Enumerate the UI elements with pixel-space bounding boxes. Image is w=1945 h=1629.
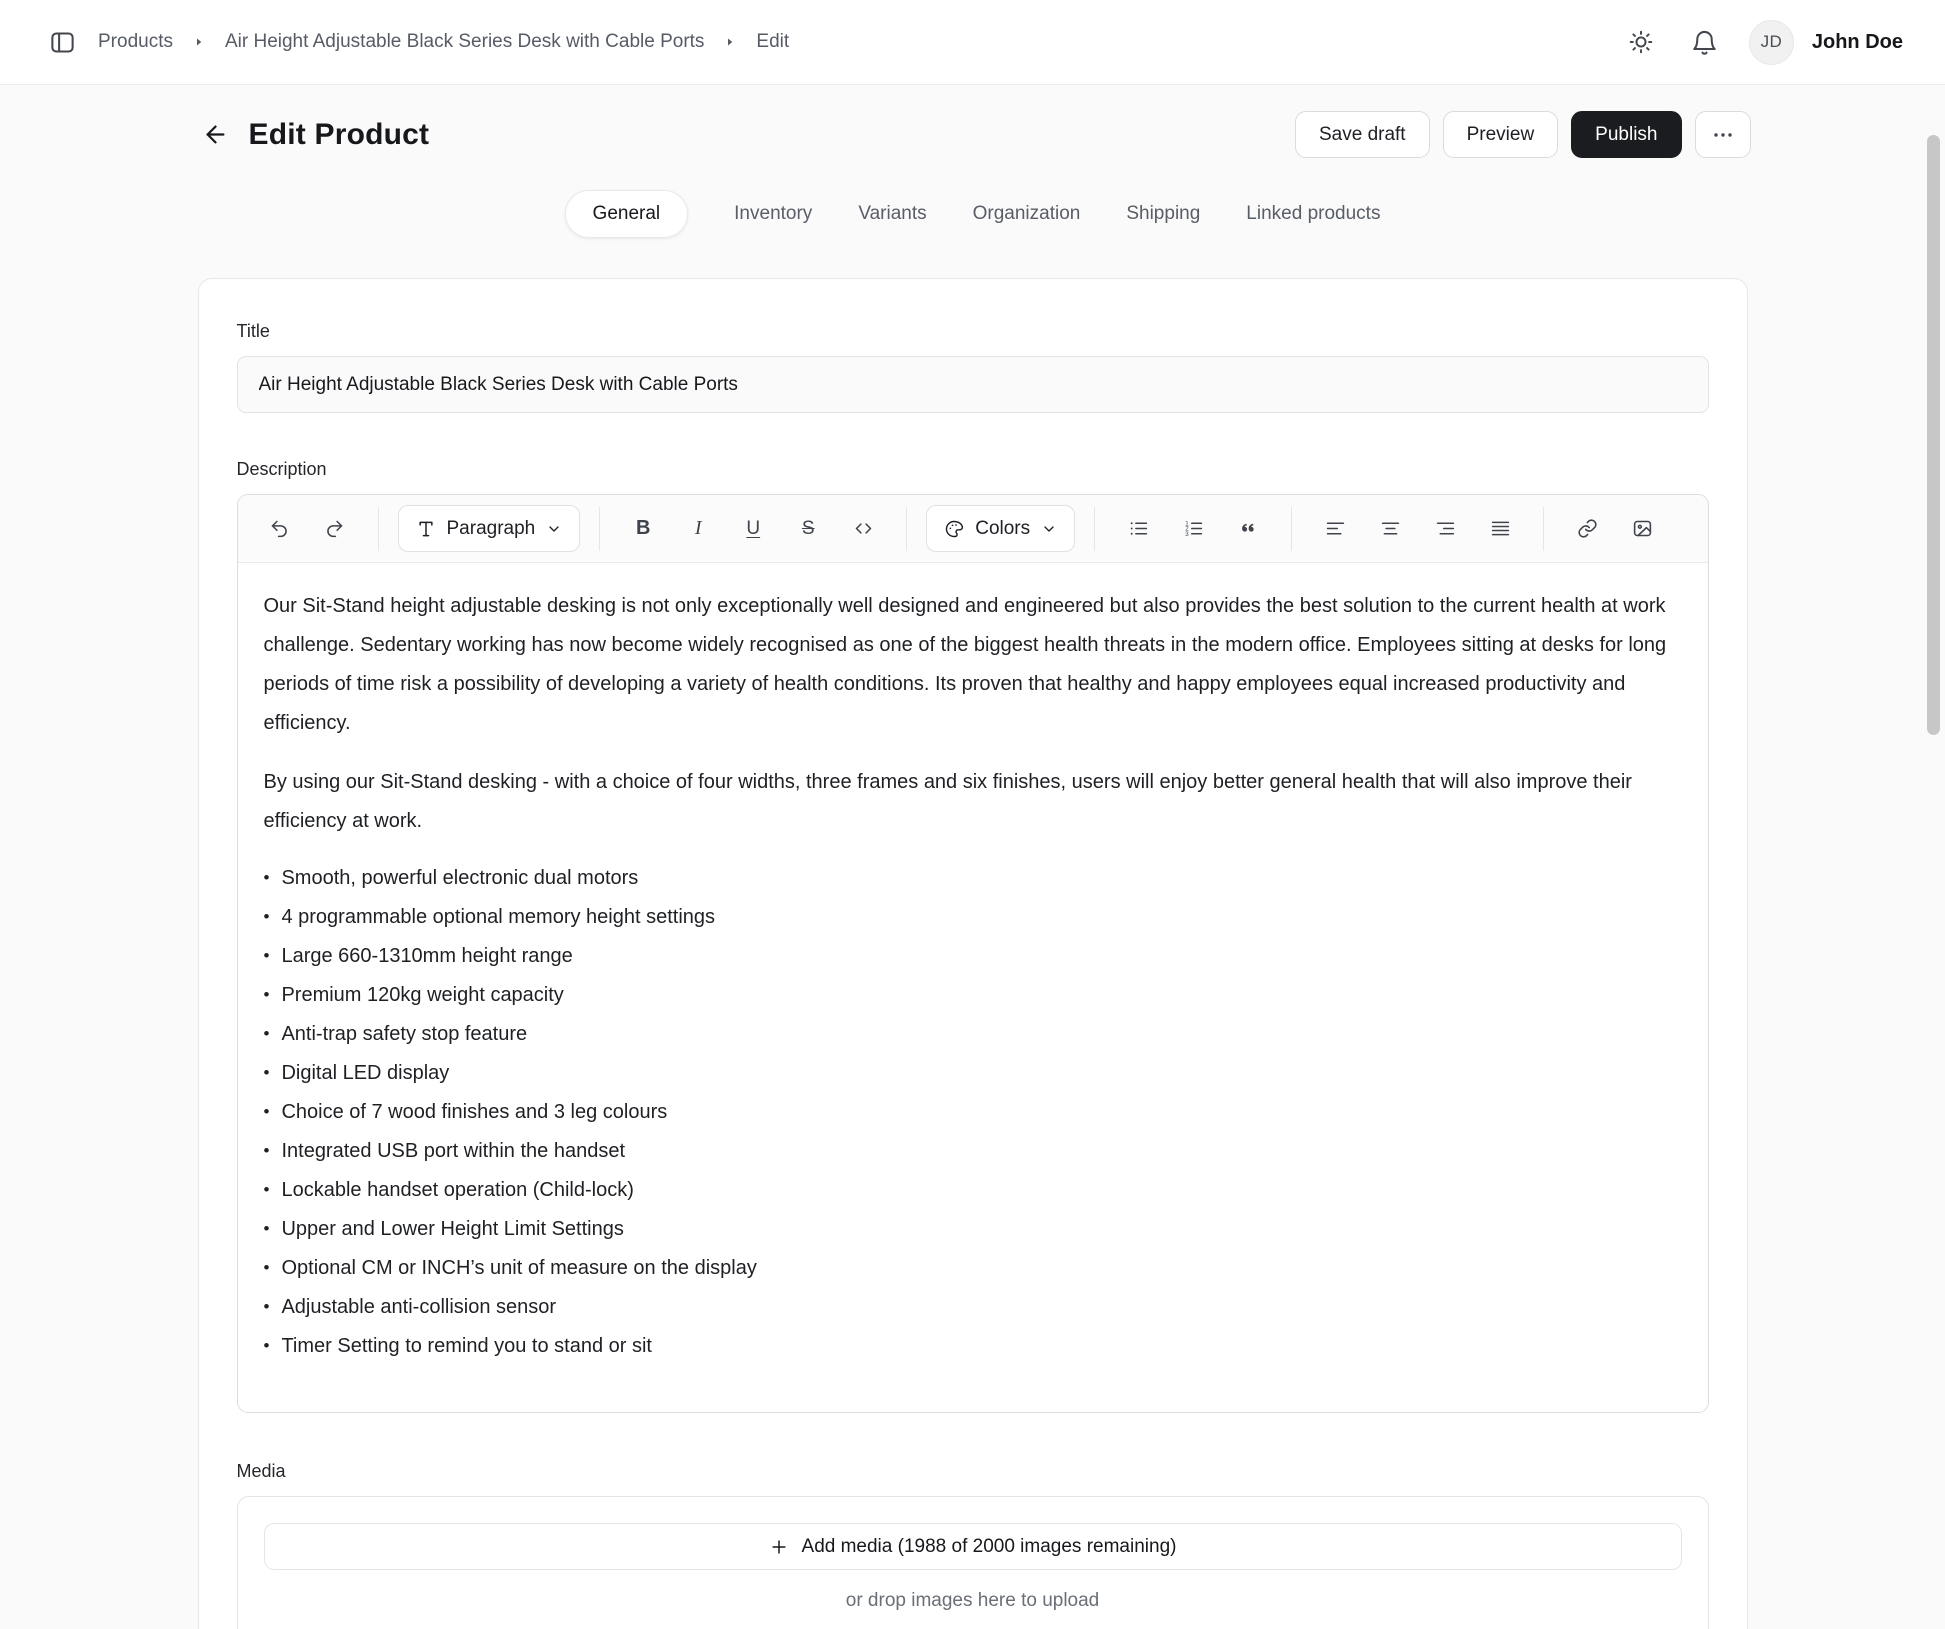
tab-shipping[interactable]: Shipping — [1126, 203, 1201, 224]
paragraph-style-label: Paragraph — [446, 517, 536, 539]
tab-variants[interactable]: Variants — [858, 203, 927, 224]
bullet-list-button[interactable] — [1114, 506, 1162, 552]
tab-inventory[interactable]: Inventory — [734, 203, 813, 224]
chevron-down-icon — [546, 521, 562, 537]
toolbar-divider — [378, 507, 379, 551]
align-left-button[interactable] — [1311, 506, 1359, 552]
title-field-group — [237, 321, 1709, 413]
undo-button[interactable] — [256, 506, 304, 552]
tab-bar — [0, 190, 1945, 238]
list-item: • Timer Setting to remind you to stand or sit — [264, 1327, 1682, 1366]
toolbar-divider — [906, 507, 907, 551]
notifications-button[interactable] — [1685, 22, 1725, 62]
paragraph-style-dropdown[interactable] — [398, 505, 581, 552]
topbar — [0, 0, 1945, 85]
breadcrumb-edit: Edit — [756, 31, 790, 52]
plus-icon — [769, 1537, 789, 1557]
list-item: • Digital LED display — [264, 1054, 1682, 1093]
list-item: • Large 660-1310mm height range — [264, 937, 1682, 976]
code-icon — [853, 518, 874, 539]
ordered-list-button[interactable] — [1169, 506, 1217, 552]
insert-image-button[interactable] — [1618, 506, 1666, 552]
arrow-left-icon — [202, 121, 229, 148]
redo-button[interactable] — [311, 506, 359, 552]
svg-text:2: 2 — [1184, 525, 1189, 533]
chevron-right-icon — [193, 36, 205, 48]
list-item: • 4 programmable optional memory height settings — [264, 898, 1682, 937]
toolbar-divider — [599, 507, 600, 551]
link-icon — [1577, 518, 1598, 539]
sun-icon — [1628, 29, 1654, 55]
drop-images-hint: or drop images here to upload — [845, 1590, 1100, 1611]
avatar[interactable]: JD — [1749, 20, 1794, 65]
code-button[interactable] — [839, 506, 887, 552]
align-left-icon — [1325, 518, 1346, 539]
breadcrumb — [98, 31, 789, 53]
description-label: Description — [236, 459, 327, 479]
strikethrough-button[interactable] — [784, 506, 832, 552]
strikethrough-icon: S — [801, 517, 815, 539]
add-media-label: Add media (1988 of 2000 images remaining) — [801, 1535, 1177, 1557]
media-field-group — [237, 1461, 1709, 1629]
rich-text-editor — [237, 494, 1709, 1413]
chevron-right-icon — [724, 36, 736, 48]
media-dropzone[interactable] — [237, 1496, 1709, 1629]
tab-general[interactable]: General — [565, 190, 689, 238]
topbar-right — [1621, 20, 1903, 65]
tab-organization[interactable]: Organization — [972, 203, 1081, 224]
sidebar-toggle-button[interactable] — [42, 22, 82, 62]
header-actions — [1295, 111, 1751, 158]
align-justify-icon — [1490, 518, 1511, 539]
description-bullet-list — [264, 859, 1682, 1366]
product-form-card — [198, 278, 1748, 1629]
publish-button[interactable]: Publish — [1571, 111, 1681, 158]
bell-icon — [1691, 29, 1718, 56]
image-icon — [1632, 518, 1653, 539]
page-header — [195, 111, 1751, 158]
preview-button[interactable]: Preview — [1443, 111, 1559, 158]
user-name: John Doe — [1811, 30, 1903, 53]
description-field-group — [237, 459, 1709, 1413]
ellipsis-icon — [1711, 123, 1735, 147]
list-item: • Choice of 7 wood finishes and 3 leg colours — [264, 1093, 1682, 1132]
toolbar-divider — [1291, 507, 1292, 551]
list-item: • Smooth, powerful electronic dual motors — [264, 859, 1682, 898]
media-label: Media — [236, 1461, 286, 1481]
list-item: • Premium 120kg weight capacity — [264, 976, 1682, 1015]
colors-label: Colors — [975, 517, 1031, 539]
chevron-down-icon — [1041, 521, 1057, 537]
list-item: • Adjustable anti-collision sensor — [264, 1288, 1682, 1327]
editor-toolbar — [238, 495, 1708, 563]
save-draft-button[interactable]: Save draft — [1295, 111, 1430, 158]
list-item: • Lockable handset operation (Child-lock) — [264, 1171, 1682, 1210]
colors-dropdown[interactable] — [926, 505, 1075, 552]
italic-button[interactable] — [674, 506, 722, 552]
align-justify-button[interactable] — [1476, 506, 1524, 552]
title-label: Title — [236, 321, 270, 341]
underline-button[interactable] — [729, 506, 777, 552]
align-right-button[interactable] — [1421, 506, 1469, 552]
undo-icon — [269, 518, 290, 539]
svg-text:3: 3 — [1184, 530, 1189, 538]
insert-link-button[interactable] — [1563, 506, 1611, 552]
scrollbar-thumb[interactable] — [1927, 135, 1940, 735]
list-item: • Upper and Lower Height Limit Settings — [264, 1210, 1682, 1249]
underline-icon: U — [746, 517, 761, 539]
back-button[interactable] — [195, 114, 237, 156]
tab-linked-products[interactable]: Linked products — [1246, 203, 1381, 224]
list-item: • Integrated USB port within the handset — [264, 1132, 1682, 1171]
align-right-icon — [1435, 518, 1456, 539]
theme-toggle-button[interactable] — [1621, 22, 1661, 62]
title-input[interactable] — [237, 356, 1709, 413]
align-center-icon — [1380, 518, 1401, 539]
editor-content[interactable] — [238, 563, 1708, 1412]
toolbar-divider — [1094, 507, 1095, 551]
breadcrumb-products[interactable]: Products — [98, 31, 173, 52]
add-media-button[interactable] — [264, 1523, 1682, 1570]
blockquote-button[interactable] — [1224, 506, 1272, 552]
redo-icon — [324, 518, 345, 539]
bold-icon: B — [636, 517, 651, 539]
bullet-list-icon — [1128, 518, 1149, 539]
page-title: Edit Product — [248, 117, 430, 151]
toolbar-divider — [1543, 507, 1544, 551]
svg-text:1: 1 — [1184, 520, 1189, 528]
quote-icon — [1238, 518, 1259, 539]
align-center-button[interactable] — [1366, 506, 1414, 552]
breadcrumb-product-name[interactable]: Air Height Adjustable Black Series Desk with Cable Ports — [224, 31, 705, 52]
panel-left-icon — [49, 29, 76, 56]
bold-button[interactable] — [619, 506, 667, 552]
palette-icon — [944, 519, 964, 539]
list-item: • Anti-trap safety stop feature — [264, 1015, 1682, 1054]
list-item: • Optional CM or INCH’s unit of measure on the display — [264, 1249, 1682, 1288]
ordered-list-icon — [1183, 518, 1204, 539]
more-actions-button[interactable] — [1695, 111, 1751, 158]
italic-icon: I — [694, 517, 702, 539]
type-icon — [416, 519, 436, 539]
description-paragraph: Our Sit-Stand height adjustable desking is not only exceptionally well designed and engineered but also provides the best solution to the current health at work challenge. Sedentary working has now become widely recognised as one of the biggest health threats in the modern office. Employees sitting at desks for long periods of time risk a possibility of developing a variety of health conditions. Its proven that healthy and happy employees equal increased productivity and efficiency. — [263, 595, 1667, 734]
description-paragraph: By using our Sit-Stand desking - with a choice of four widths, three frames and six finishes, users will enjoy better general health that will also improve their efficiency at work. — [263, 771, 1632, 832]
